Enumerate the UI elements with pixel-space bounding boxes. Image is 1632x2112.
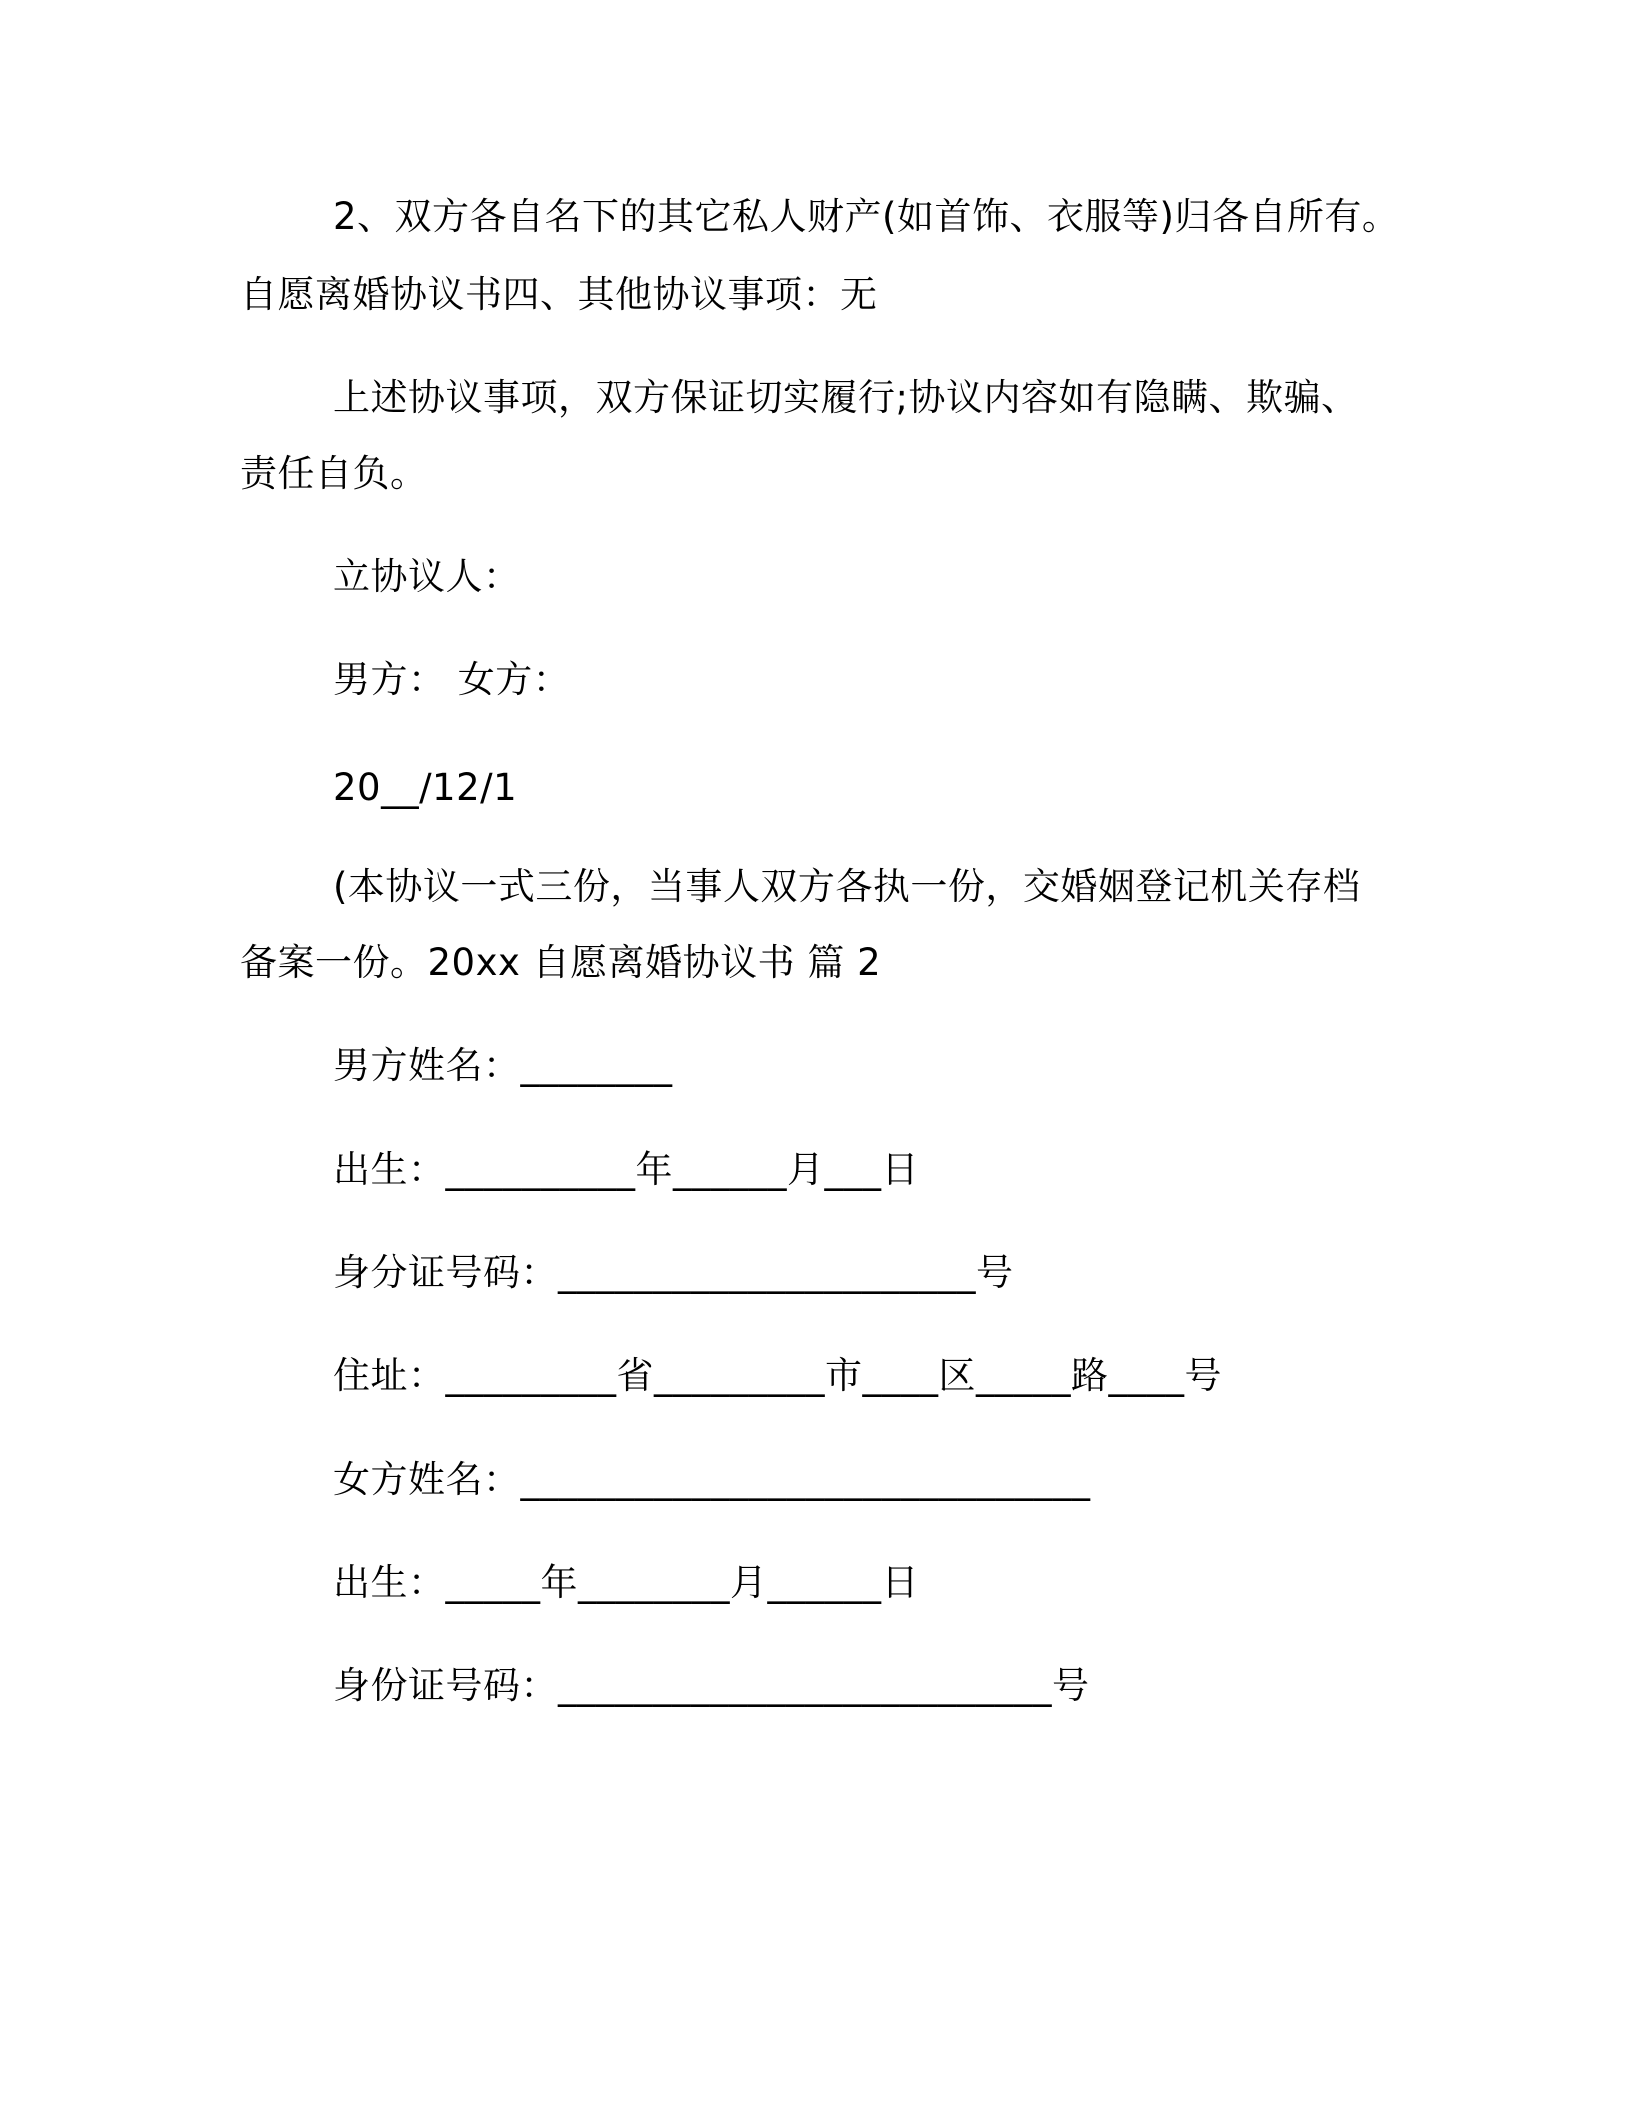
male-birth-field: 出生：__________年______月___日: [333, 1148, 919, 1191]
parties-label: 男方： 女方：: [333, 658, 571, 701]
female-birth-field: 出生：_____年________月______日: [333, 1561, 919, 1604]
female-name-field: 女方姓名：______________________________: [333, 1458, 1091, 1501]
male-name-field: 男方姓名：________: [333, 1044, 673, 1087]
paragraph-copies-note: (本协议一式三份，当事人双方各执一份，交婚姻登记机关存档: [333, 865, 1361, 908]
male-id-number-field: 身分证号码：______________________号: [333, 1251, 1014, 1294]
paragraph-guarantee-cont: 责任自负。: [240, 452, 428, 495]
paragraph-property-clause: 2、双方各自名下的其它私人财产(如首饰、衣服等)归各自所有。: [333, 195, 1400, 238]
paragraph-guarantee: 上述协议事项，双方保证切实履行;协议内容如有隐瞒、欺骗、: [333, 376, 1359, 419]
paragraph-other-matters: 自愿离婚协议书四、其他协议事项：无: [240, 273, 878, 316]
female-id-number-field: 身份证号码：__________________________号: [333, 1664, 1090, 1707]
signatories-label: 立协议人：: [333, 555, 521, 598]
date-line: 20__/12/1: [333, 766, 518, 809]
paragraph-copies-note-cont: 备案一份。20xx 自愿离婚协议书 篇 2: [240, 941, 882, 984]
male-address-field: 住址：_________省_________市____区_____路____号: [333, 1354, 1222, 1397]
